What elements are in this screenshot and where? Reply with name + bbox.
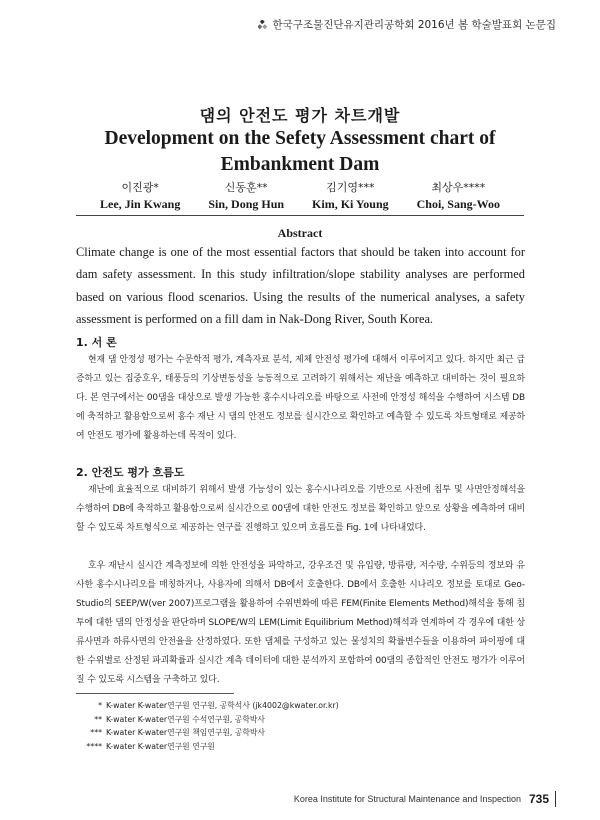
footnote-text: K-water K-water연구원 책임연구원, 공학박사 (106, 728, 265, 737)
footer-institute: Korea Institute for Structural Maintenance and Inspection (293, 794, 521, 804)
section-paragraph: 호우 재난시 실시간 계측정보에 의한 안전성을 파악하고, 강우조건 및 유입량, 방류량, 저수량, 수위등의 정보와 유사한 홍수시나리오를 매칭하거나, 사용자에 의해서 DB에서 호출한다. DB에서 호출한 시나리오 정보를 토대로 Geo-Studio의 SEEP/W(ver 2007)프로그램을 활용하여 수위변화에 따른 FEM(Finite Elements Method)해석을 통해 침투에 대한 댐의 안정성을 판단하며 SLOPE/W의 LEM(Limit Equilibrium Method)해석과 연계하여 각 경우에 대한 상류사면과 하류사면의 안전율을 산정하였다. 또한 댐체를 구성하고 있는 물성치의 확률변수들을 이용하여 파이핑에 대한 수위별로 산정된 파괴확률과 실시간 계측 데이터에 대한 분석까지 포함하여 00댐의 종합적인 안전도 평가가 이루어질 수 있도록 시스템을 구축하고 있다. (76, 561, 525, 685)
english-title (0, 126, 600, 178)
footnote-text: K-water K-water연구원 연구원 (106, 741, 215, 751)
korean-title: 댐의 안전도 평가 차트개발 (199, 106, 401, 125)
english-title-line-2: Embankment Dam (220, 154, 380, 175)
diamond-bullet-icon (258, 20, 268, 30)
section-heading-introduction: 1. 서 론 (76, 336, 117, 349)
author (417, 180, 500, 212)
page-footer (294, 791, 556, 807)
footnote-divider (76, 693, 234, 694)
footnote-text: K-water K-water연구원 수석연구원, 공학박사 (106, 714, 265, 724)
footnote-mark: ** (94, 714, 102, 724)
footnote (76, 699, 339, 713)
abstract-heading: Abstract (277, 226, 323, 240)
title-divider (76, 215, 524, 216)
page-number: 735 (528, 792, 549, 806)
footnote-mark: * (98, 701, 102, 710)
author-name-korean: 이진광* (121, 181, 159, 194)
footer-divider (555, 791, 556, 807)
abstract-body: Climate change is one of the most essential factors that should be taken into account for dam safety assessment. In this study infiltration/slope stability analyses are performed based on various flood scenarios. Using the results of the numerical analyses, a safety assessment is performed on a fill dam in Nak-Dong River, South Korea. (76, 245, 525, 327)
author-list (100, 180, 500, 212)
author-name-english: Sin, Dong Hun (208, 197, 285, 211)
author (100, 180, 180, 212)
author-name-korean: 김기영*** (326, 181, 375, 194)
footnotes (76, 699, 339, 753)
running-header (258, 17, 556, 32)
header-text: 한국구조물진단유지관리공학회 2016년 봄 학술발표회 논문집 (272, 19, 556, 31)
footnote-text: K-water K-water연구원 연구원, 공학석사 (jk4002@kwater.or.kr) (106, 701, 339, 710)
author-name-english: Choi, Sang-Woo (416, 197, 500, 211)
section-paragraph: 현재 댐 안정성 평가는 수문학적 평가, 계측자료 분석, 제체 안전성 평가에 대해서 이루어지고 있다. 하지만 최근 급증하고 있는 집중호우, 태풍등의 기상변동성을 능동적으로 고려하기 위해서는 재난을 예측하고 대비하는 것이 필요하다. 본 연구에서는 00댐을 대상으로 발생 가능한 홍수시나리오를 바탕으로 사전에 안정성 해석을 수행하여 시스템 DB에 축적하고 활용함으로써 홍수 재난 시 댐의 안전도 정보를 실시간으로 확인하고 예측할 수 있도록 차트형태로 제공하여 안전도 평가에 활용하는데 목적이 있다. (76, 355, 525, 441)
english-title-line-1: Development on the Sefety Assessment chart of (104, 128, 496, 149)
author (208, 180, 284, 212)
author (312, 180, 389, 212)
footnote-mark: **** (86, 741, 102, 751)
section-heading-flowchart: 2. 안전도 평가 흐름도 (76, 466, 185, 479)
footnote-mark: *** (90, 728, 102, 737)
footnote (76, 740, 339, 754)
author-name-korean: 최상우**** (431, 181, 486, 194)
section-paragraph: 재난에 효율적으로 대비하기 위해서 발생 가능성이 있는 홍수시나리오를 기반으로 사전에 침투 및 사면안정해석을 수행하여 DB에 축적하고 활용함으로써 실시간으로 00댐에 대한 안전도 정보를 확인하고 앞으로 상황을 예측하여 대비할 수 있도록 차트형식으로 제공하는 연구를 진행하고 있으며 흐름도를 Fig. 1에 나타내었다. (76, 485, 525, 533)
footnote (76, 726, 339, 740)
author-name-korean: 신동훈** (224, 181, 268, 194)
author-name-english: Lee, Jin Kwang (100, 197, 181, 211)
footnote (76, 713, 339, 727)
author-name-english: Kim, Ki Young (312, 197, 389, 211)
